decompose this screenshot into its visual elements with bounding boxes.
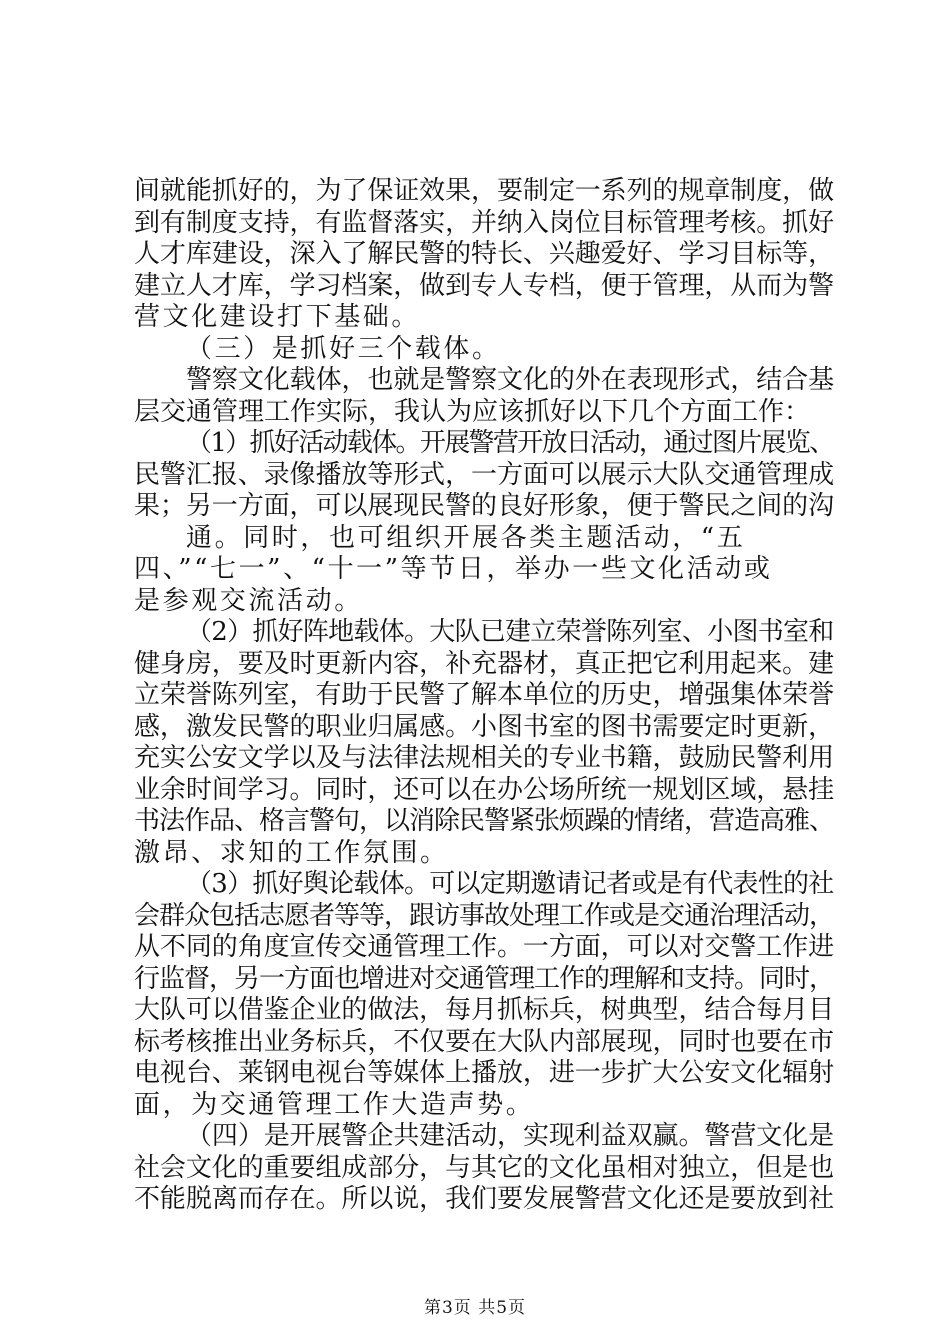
text-line: （1）抓好活动载体。开展警营开放日活动，通过图片展览、 — [186, 428, 834, 458]
text-line: 行监督，另一方面也增进对交通管理工作的理解和支持。同时， — [134, 963, 834, 994]
text-line: 人才库建设，深入了解民警的特长、兴趣爱好、学习目标等， — [134, 239, 834, 269]
text-line: 标考核推出业务标兵，不仅要在大队内部展现，同时也要在市 — [134, 1026, 834, 1057]
text-line: 建立人才库，学习档案，做到专人专档，便于管理，从而为警 — [134, 270, 834, 301]
text-line: （2）抓好阵地载体。大队已建立荣誉陈列室、小图书室和 — [186, 617, 834, 647]
text-line: 警察文化载体，也就是警察文化的外在表现形式，结合基 — [186, 365, 834, 395]
text-line: （三）是抓好三个载体。 — [186, 333, 501, 364]
text-line: 四、”“七一”、“十一”等节日，举办一些文化活动或 — [134, 554, 773, 584]
text-line: 民警汇报、录像播放等形式，一方面可以展示大队交通管理成 — [134, 459, 834, 490]
text-line: 不能脱离而存在。所以说，我们要发展警营文化还是要放到社 — [134, 1184, 834, 1214]
text-line: 营文化建设打下基础。 — [134, 302, 421, 332]
text-line: 间就能抓好的，为了保证效果，要制定一系列的规章制度，做 — [134, 176, 834, 206]
text-line: 果；另一方面，可以展现民警的良好形象，便于警民之间的沟 — [134, 491, 834, 521]
text-line: 社会文化的重要组成部分，与其它的文化虽相对独立，但是也 — [134, 1152, 834, 1183]
text-line: （四）是开展警企共建活动，实现利益双赢。警营文化是 — [186, 1121, 834, 1151]
text-line: 面，为交通管理工作大造声势。 — [134, 1089, 535, 1120]
text-line: 充实公安文学以及与法律法规相关的专业书籍，鼓励民警利用 — [134, 743, 834, 773]
text-line: （3）抓好舆论载体。可以定期邀请记者或是有代表性的社 — [186, 869, 834, 899]
text-line: 通。同时，也可组织开展各类主题活动，“五 — [186, 522, 746, 553]
text-line: 大队可以借鉴企业的做法，每月抓标兵，树典型，结合每月目 — [134, 995, 834, 1025]
text-line: 健身房，要及时更新内容，补充器材，真正把它利用起来。建 — [134, 648, 834, 679]
text-line: 层交通管理工作实际，我认为应该抓好以下几个方面工作： — [134, 396, 811, 427]
page-footer: 第3页 共5页 — [423, 1298, 527, 1318]
text-line: 电视台、莱钢电视台等媒体上播放，进一步扩大公安文化辐射 — [134, 1058, 834, 1088]
text-line: 从不同的角度宣传交通管理工作。一方面，可以对交警工作进 — [134, 932, 834, 962]
text-line: 书法作品、格言警句，以消除民警紧张烦躁的情绪，营造高雅、 — [134, 806, 834, 836]
text-line: 会群众包括志愿者等等，跟访事故处理工作或是交通治理活动， — [134, 900, 834, 931]
text-line: 激昂、求知的工作氛围。 — [134, 837, 449, 868]
text-line: 到有制度支持，有监督落实，并纳入岗位目标管理考核。抓好 — [134, 207, 834, 238]
text-line: 业余时间学习。同时，还可以在办公场所统一规划区域，悬挂 — [134, 774, 834, 805]
text-line: 是参观交流活动。 — [134, 585, 363, 616]
text-line: 立荣誉陈列室，有助于民警了解本单位的历史，增强集体荣誉 — [134, 680, 834, 710]
text-line: 感，激发民警的职业归属感。小图书室的图书需要定时更新， — [134, 711, 834, 742]
